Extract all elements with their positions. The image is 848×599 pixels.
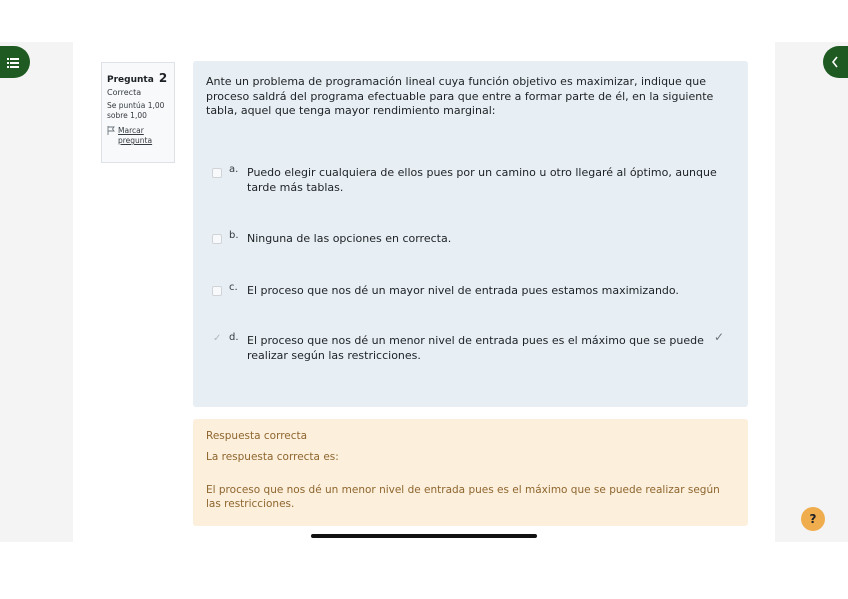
bottom-bar xyxy=(0,542,848,599)
list-icon xyxy=(7,53,19,72)
option-text: El proceso que nos dé un mayor nivel de entrada pues estamos maximizando. xyxy=(247,284,679,297)
option-letter: a. xyxy=(229,164,239,175)
option-text: El proceso que nos dé un menor nivel de entrada pues es el máximo que se puede realizar según las restricciones. xyxy=(247,334,704,362)
block-drawer-toggle[interactable] xyxy=(823,46,848,78)
help-button[interactable]: ? xyxy=(801,507,825,531)
option-letter: d. xyxy=(229,332,239,343)
chevron-left-icon xyxy=(831,53,839,72)
feedback-intro: La respuesta correcta es: xyxy=(206,451,339,463)
selected-check-icon[interactable]: ✓ xyxy=(213,333,222,344)
feedback-status: Respuesta correcta xyxy=(206,430,308,442)
radio-button[interactable] xyxy=(212,286,222,296)
option-letter: c. xyxy=(229,282,238,293)
flag-icon xyxy=(107,126,115,146)
option-letter: b. xyxy=(229,230,239,241)
flag-question-link[interactable] xyxy=(107,126,169,146)
radio-button[interactable] xyxy=(212,168,222,178)
question-state: Correcta xyxy=(107,88,142,97)
flag-question-label[interactable]: Marcar pregunta xyxy=(118,126,153,145)
question-info xyxy=(101,62,175,163)
check-icon: ✓ xyxy=(714,330,725,344)
right-gutter xyxy=(775,42,848,542)
question-number: Pregunta 2 xyxy=(107,71,168,85)
question-grade: Se puntúa 1,00 sobre 1,00 xyxy=(107,101,165,120)
radio-button[interactable] xyxy=(212,234,222,244)
left-gutter xyxy=(0,42,73,542)
feedback-answer: El proceso que nos dé un menor nivel de entrada pues es el máximo que se puede realizar según las restricciones. xyxy=(206,484,720,510)
question-text: Ante un problema de programación lineal cuya función objetivo es maximizar, indique que proceso saldrá del programa efectuable para que entre a formar parte de él, en la siguiente tabla, aquel que tenga mayor rendimiento marginal: xyxy=(206,75,714,117)
option-text: Ninguna de las opciones en correcta. xyxy=(247,232,452,245)
option-text: Puedo elegir cualquiera de ellos pues por un camino u otro llegaré al óptimo, aunque tarde más tablas. xyxy=(247,166,717,194)
scrollbar[interactable] xyxy=(311,534,537,538)
